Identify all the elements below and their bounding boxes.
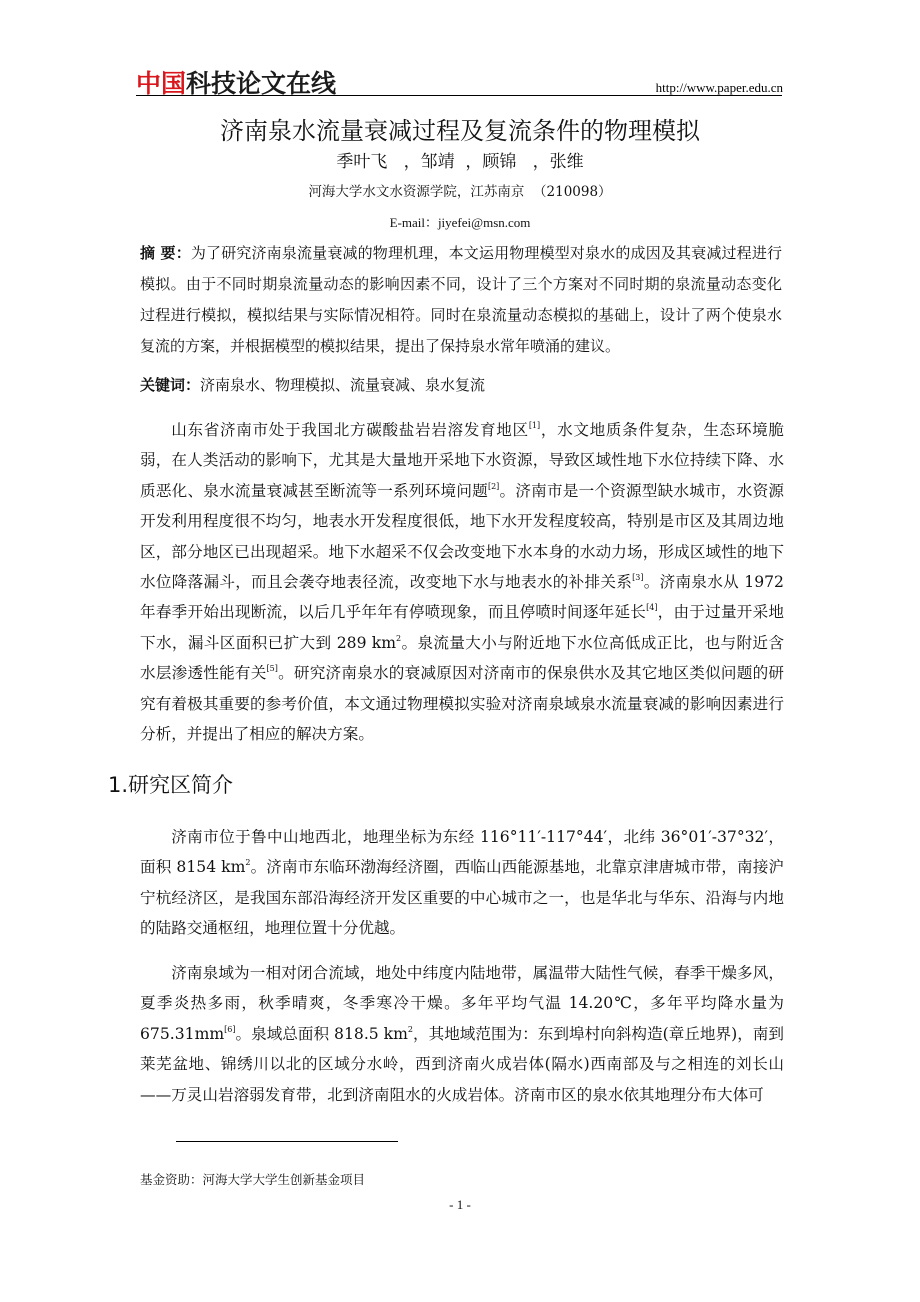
page-number: - 1 -	[449, 1197, 471, 1212]
authors: 季叶飞 ，邹靖 ，顾锦 ，张维	[336, 152, 584, 172]
paper-title: 济南泉水流量衰减过程及复流条件的物理模拟	[220, 117, 700, 145]
citation-ref: [1]	[528, 421, 541, 430]
affiliation: 河海大学水文水资源学院，江苏南京 （210098）	[308, 184, 612, 200]
footnote-divider	[176, 1141, 398, 1142]
citation-ref: [2]	[487, 481, 500, 491]
citation-ref: [4]	[646, 603, 658, 613]
abstract	[140, 238, 782, 362]
superscript-2: 2	[407, 1024, 413, 1034]
body-text: 。泉域总面积 818.5 km	[235, 1024, 408, 1043]
citation-ref: [5]	[266, 664, 278, 674]
header-divider	[136, 95, 782, 96]
body-text: 济南市位于鲁中山地西北，地理坐标为东经 116°11′-117°44′，北纬 36°01′-37°32′，面积 8154 km	[140, 828, 784, 877]
superscript-2: 2	[245, 858, 251, 868]
footnote: 基金资助：河海大学大学生创新基金项目	[140, 1172, 366, 1187]
intro-text: 。研究济南泉水的衰减原因对济南市的保泉供水及其它地区类似问题的研究有着极其重要的参考价值，本文通过物理模拟实验对济南泉域泉水流量衰减的影响因素进行分析，并提出了相应的解决方案。	[140, 664, 784, 744]
citation-ref: [6]	[224, 1024, 236, 1034]
logo-red-text: 中国	[136, 69, 187, 98]
section-heading: 1.研究区简介	[108, 773, 234, 797]
body-text: 济南泉域为一相对闭合流域，地处中纬度内陆地带，属温带大陆性气候，春季干燥多风，夏季炎热多雨，秋季晴爽，冬季寒冷干燥。多年平均气温 14.20℃，多年平均降水量为 675.31mm	[140, 964, 784, 1043]
abstract-text: 为了研究济南泉流量衰减的物理机理，本文运用物理模型对泉水的成因及其衰减过程进行模拟。由于不同时期泉流量动态的影响因素不同，设计了三个方案对不同时期的泉流量动态变化过程进行模拟，模拟结果与实际情况相符。同时在泉流量动态模拟的基础上，设计了两个使泉水复流的方案，并根据模型的模拟结果，提出了保持泉水常年喷涌的建议。	[140, 244, 782, 355]
keywords	[140, 374, 485, 395]
intro-text: 。济南泉水从 1972 年春季开始出现断流，以后几乎年年有停喷现象，而且停喷时间逐年延长	[140, 573, 784, 622]
intro-text: 山东省济南市处于我国北方碳酸盐岩岩溶发育地区	[171, 421, 529, 439]
citation-ref: [3]	[632, 573, 644, 583]
body-paragraph	[140, 822, 784, 944]
superscript-2: 2	[396, 633, 402, 643]
body-paragraph	[140, 958, 784, 1110]
keywords-label: 关键词：	[140, 376, 201, 394]
body-text: 。济南市东临环渤海经济圈，西临山西能源基地，北靠京津唐城市带，南接沪宁杭经济区，是我国东部沿海经济开发区重要的中心城市之一，也是华北与华东、沿海与内地的陆路交通枢纽，地理位置十分优越。	[140, 858, 784, 938]
intro-text: ，由于过量开采地下水，漏斗区面积已扩大到 289 km	[140, 603, 784, 652]
intro-paragraph	[140, 415, 784, 749]
site-url[interactable]: http://www.paper.edu.cn	[655, 80, 783, 95]
logo-dark-text: 科技论文在线	[186, 69, 337, 98]
author-email: E-mail：jiyefei@msn.com	[389, 215, 531, 230]
abstract-label: 摘 要：	[140, 244, 191, 262]
intro-text: 。泉流量大小与附近地下水位高低成正比，也与附近含水层渗透性能有关	[140, 633, 784, 683]
body-text: ，其地域范围为：东到埠村向斜构造(章丘地界)，南到莱芜盆地、锦绣川以北的区域分水岭，西到济南火成岩体(隔水)西南部及与之相连的刘长山——万灵山岩溶弱发育带，北到济南阻水的火成岩体。济南市区的泉水依其地理分布大体可	[140, 1024, 784, 1104]
intro-text: ，水文地质条件复杂，生态环境脆弱，在人类活动的影响下，尤其是大量地开采地下水资源，导致区域性地下水位持续下降、水质恶化、泉水流量衰减甚至断流等一系列环境问题	[140, 421, 784, 500]
intro-text: 。济南市是一个资源型缺水城市，水资源开发利用程度很不均匀，地表水开发程度很低，地下水开发程度较高，特别是市区及其周边地区，部分地区已出现超采。地下水超采不仅会改变地下水本身的水动力场，形成区域性的地下水位降落漏斗，而且会袭夺地表径流，改变地下水与地表水的补排关系	[140, 481, 784, 592]
keywords-text: 济南泉水、物理模拟、流量衰减、泉水复流	[200, 376, 486, 394]
